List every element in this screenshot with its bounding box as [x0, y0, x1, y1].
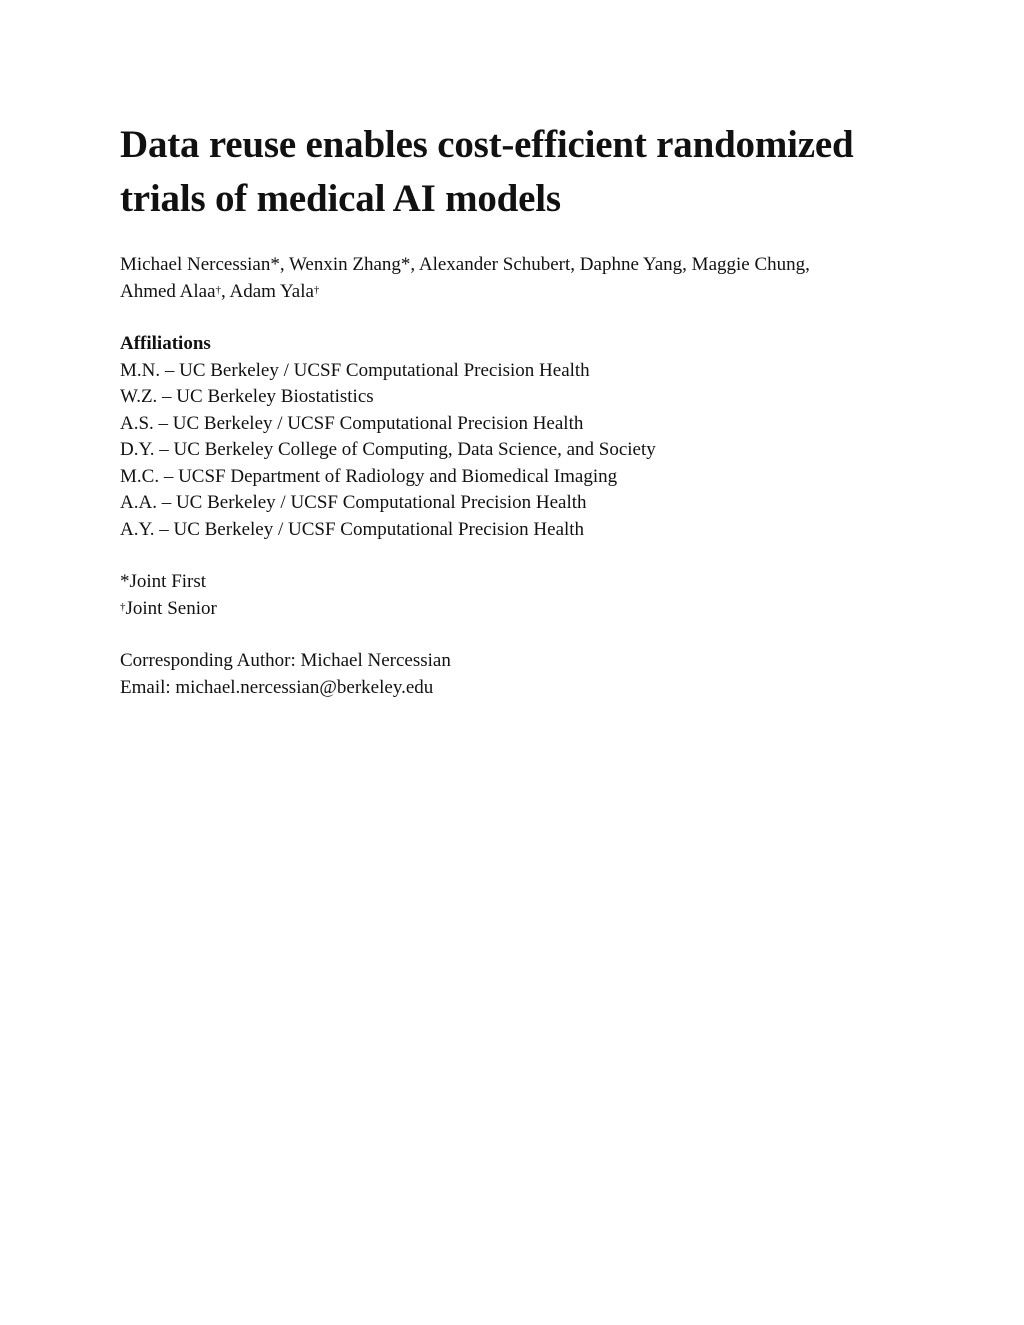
joint-senior-note — [120, 596, 920, 623]
affiliation-item: M.N. – UC Berkeley / UCSF Computational Precision Health — [120, 359, 590, 381]
paper-title — [120, 118, 920, 226]
affiliation-item: M.C. – UCSF Department of Radiology and Biomedical Imaging — [120, 465, 618, 487]
joint-senior-label: Joint Senior — [125, 597, 217, 619]
paper-title-line-1: Data reuse enables cost-efficient randomized — [120, 123, 854, 166]
affiliation-item: A.Y. – UC Berkeley / UCSF Computational Precision Health — [120, 518, 585, 540]
joint-senior-dagger: † — [215, 283, 222, 296]
affiliations-section — [120, 331, 920, 543]
affiliation-item: A.S. – UC Berkeley / UCSF Computational Precision Health — [120, 412, 584, 434]
author-list-line-2 — [120, 279, 920, 306]
affiliation-item: W.Z. – UC Berkeley Biostatistics — [120, 386, 374, 407]
joint-senior-dagger: † — [313, 283, 320, 296]
affiliations-heading: Affiliations — [120, 333, 211, 354]
affiliation-item: D.Y. – UC Berkeley College of Computing, Data Science, and Society — [120, 439, 656, 460]
author-notes — [120, 569, 920, 622]
author-separator: , — [221, 280, 230, 302]
title-page — [120, 118, 920, 701]
author-ahmed-alaa: Ahmed Alaa — [120, 280, 216, 302]
author-list — [120, 252, 920, 305]
affiliation-item: A.A. – UC Berkeley / UCSF Computational Precision Health — [120, 492, 587, 513]
paper-title-line-2: trials of medical AI models — [120, 177, 561, 220]
corresponding-author: Corresponding Author: Michael Nercessian — [120, 650, 451, 671]
contact-email: Email: michael.nercessian@berkeley.edu — [120, 676, 434, 698]
author-adam-yala: Adam Yala — [229, 280, 314, 302]
joint-first-note: *Joint First — [120, 571, 207, 592]
author-list-line-1: Michael Nercessian*, Wenxin Zhang*, Alexander Schubert, Daphne Yang, Maggie Chung, — [120, 254, 810, 275]
contact-section — [120, 648, 920, 701]
joint-senior-dagger: † — [120, 600, 126, 613]
